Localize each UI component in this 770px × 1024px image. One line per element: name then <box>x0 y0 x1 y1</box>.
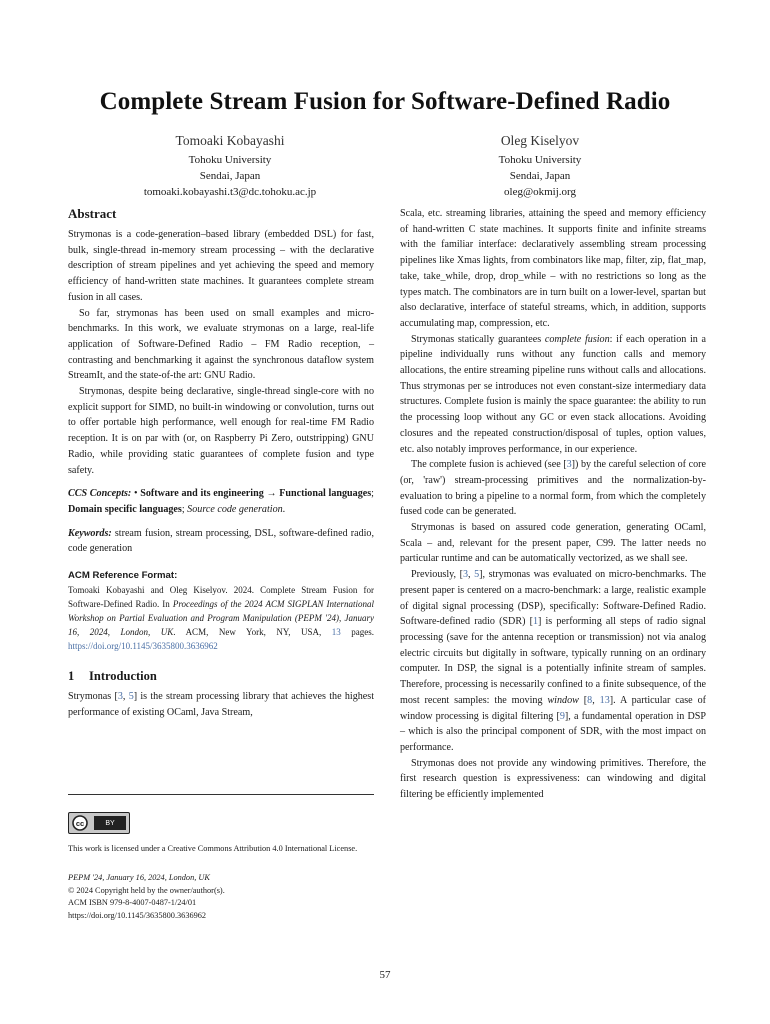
citation-link[interactable]: 3 <box>462 569 469 581</box>
body-paragraph: Strymonas is based on assured code generation, generating OCaml, Scala – and, relevant for the present paper, C99. The latter needs no particular runtime and can be automatically vectorized, as we shall see. <box>400 522 706 565</box>
author-location: Sendai, Japan <box>199 170 261 182</box>
citation-link[interactable]: 8 <box>587 694 593 706</box>
keywords <box>68 526 374 557</box>
author-name: Tomoaki Kobayashi <box>175 133 285 148</box>
abstract-paragraph: So far, strymonas has been used on small examples and micro-benchmarks. In this work, we evaluate strymonas on a large, real-life application of Software-Defined Radio – FM Radio reception, – contrasting and benchmarking it against the synchronous dataflow system StreamIt, and the state-of-the art: GNU Radio. <box>68 307 374 382</box>
acm-reference: Tomoaki Kobayashi and Oleg Kiselyov. 2024. Complete Stream Fusion for Software-Defined Radio. In Proceedings of the 2024 ACM SIGPLAN International Workshop on Partial Evaluation and Program Manipulation (PEPM '24), January 16, 2024, London, UK. ACM, New York, NY, USA, 13 pages. https://doi.org/10.1145/3635800.3636962 <box>68 585 375 652</box>
body-paragraph: Strymonas does not provide any windowing primitives. Therefore, the first research question is expressiveness: can windowing and digital filtering be efficiently implemented <box>400 757 706 801</box>
by-icon: BY <box>94 816 126 830</box>
author-affiliation: Tohoku University <box>498 154 582 166</box>
pages-link[interactable]: 13 <box>331 627 341 638</box>
abstract-paragraph: Strymonas is a code-generation–based library (embedded DSL) for fast, bulk, single-thread in-memory stream processing – with the declarative description of stream pipelines and yet achieving the speed and memory efficiency of hand-written state machines. It guarantees complete stream fusion in all cases. <box>68 229 374 303</box>
author-email: tomoaki.kobayashi.t3@dc.tohoku.ac.jp <box>143 186 317 198</box>
venue: PEPM '24, January 16, 2024, London, UK <box>68 873 210 882</box>
citation-link[interactable]: 9 <box>559 710 565 722</box>
keywords-label: Keywords: <box>68 527 112 539</box>
author-email: oleg@okmij.org <box>504 186 576 198</box>
page-number: 57 <box>379 969 391 981</box>
copyright: © 2024 Copyright held by the owner/author(s). <box>68 885 225 895</box>
body-paragraph: The complete fusion is achieved (see [3]) by the careful selection of core (or, 'raw') stream-processing primitives and the normalization-by-evaluation to bring a pipeline to a normal form, from which the completely fused code can be generated. <box>400 459 706 518</box>
ccs-concepts: CCS Concepts: • Software and its engineering → Functional languages; Domain specific languages; Source code generation. <box>68 488 374 515</box>
acm-reference-heading: ACM Reference Format: <box>68 570 178 582</box>
ccs-concept: Domain specific languages <box>68 503 182 515</box>
doi-link[interactable]: https://doi.org/10.1145/3635800.3636962 <box>68 641 218 652</box>
citation-link[interactable]: 3 <box>117 691 123 703</box>
section-number: 1 <box>68 669 75 684</box>
citation-link[interactable]: 13 <box>599 694 610 706</box>
license-text: This work is licensed under a Creative Commons Attribution 4.0 International License. <box>68 844 358 853</box>
paper-title: Complete Stream Fusion for Software-Defined Radio <box>99 88 671 115</box>
body-paragraph: Scala, etc. streaming libraries, attaining the speed and memory efficiency of hand-written C state machines. It supports finite and infinite streams with the familiar interface: declaratively assembling stream processing pipelines like Xmas lights, from combinators like map, filter, zip, flat_map, take, take_while, drop, drop_while – with no restrictions so long as the types match. The combinators are in turn built on a lower-level, spartan but also declarative, interface of stateful streams, which, in addition, supports accumulating map, compression, etc. <box>400 208 706 329</box>
author-affiliation: Tohoku University <box>188 154 272 166</box>
body-paragraph: Strymonas statically guarantees complete fusion: if each operation in a pipeline individually runs without any function calls and memory allocations, the entire streaming pipeline runs without calls and allocations. Thus strymonas per se introduces not even constant-size intermediary data structures. Complete fusion is mainly the space guarantee: the ability to run the processing loop without any GC or even stack allocations. Avoiding closures and the repeated construction/disposal of tuples, option values, etc. also notably improves performance, in our experience. <box>400 333 707 455</box>
right-column <box>400 206 706 803</box>
ccs-concept: Source code generation <box>187 503 283 515</box>
author-block-2 <box>390 133 690 200</box>
citation-link[interactable]: 5 <box>474 569 480 581</box>
intro-paragraph: Strymonas [3, 5] is the stream processing library that achieves the highest performance of existing OCaml, Java Stream, <box>68 691 374 718</box>
citation-link[interactable]: 3 <box>566 459 572 471</box>
cc-by-badge[interactable] <box>68 812 130 834</box>
author-location: Sendai, Japan <box>509 170 571 182</box>
cc-icon <box>71 815 91 831</box>
ccs-concept: Software and its engineering → Functional languages <box>140 488 372 500</box>
citation-link[interactable]: 1 <box>532 616 538 628</box>
footnote-rule <box>68 794 374 795</box>
svg-text:cc: cc <box>75 818 85 828</box>
left-column <box>68 205 374 720</box>
citation-link[interactable]: 5 <box>128 691 134 703</box>
body-paragraph: Previously, [3, 5], strymonas was evaluated on micro-benchmarks. The present paper is centered on a macro-benchmark: a large, realistic example of digital signal processing (DSP), specifically: Software-Defined Radio. Software-defined radio (SDR) [1] is performing all steps of radio signal processing (save for the antenna reception or transmission) not via analog electric circuits but digitally in software, typically running on an ordinary computer. In DSP, the signal is a potentially infinite stream of samples. Therefore, processing is necessarily confined to a finite subsequence, of the most recent samples: the moving window [8, 13]. A particular case of window processing is digital filtering [9], a fundamental operation in DSP – which is also the principal component of SDR, with the most impact on performance. <box>400 569 707 753</box>
abstract-heading: Abstract <box>68 206 117 221</box>
publication-meta <box>68 872 374 922</box>
footer-doi-link[interactable]: https://doi.org/10.1145/3635800.3636962 <box>68 910 207 920</box>
author-name: Oleg Kiselyov <box>500 133 580 148</box>
section-heading <box>68 667 374 685</box>
isbn: ACM ISBN 979-8-4007-0487-1/24/01 <box>68 898 197 908</box>
keywords-text: stream fusion, stream processing, DSL, software-defined radio, code generation <box>68 527 374 555</box>
abstract-paragraph: Strymonas, despite being declarative, single-thread single-core with no explicit support for SIMD, no built-in windowing or convolution, turns out to offer portable high performance, well enough for real-time FM Radio reception. It is on par with (or, on Raspberry Pi Zero, outstripping) GNU Radio, while providing static guarantees of complete fusion and type safety. <box>68 386 374 476</box>
ccs-label: CCS Concepts: <box>68 488 132 500</box>
section-title: Introduction <box>89 669 157 684</box>
license-footer <box>68 794 374 922</box>
author-block-1 <box>80 133 380 200</box>
